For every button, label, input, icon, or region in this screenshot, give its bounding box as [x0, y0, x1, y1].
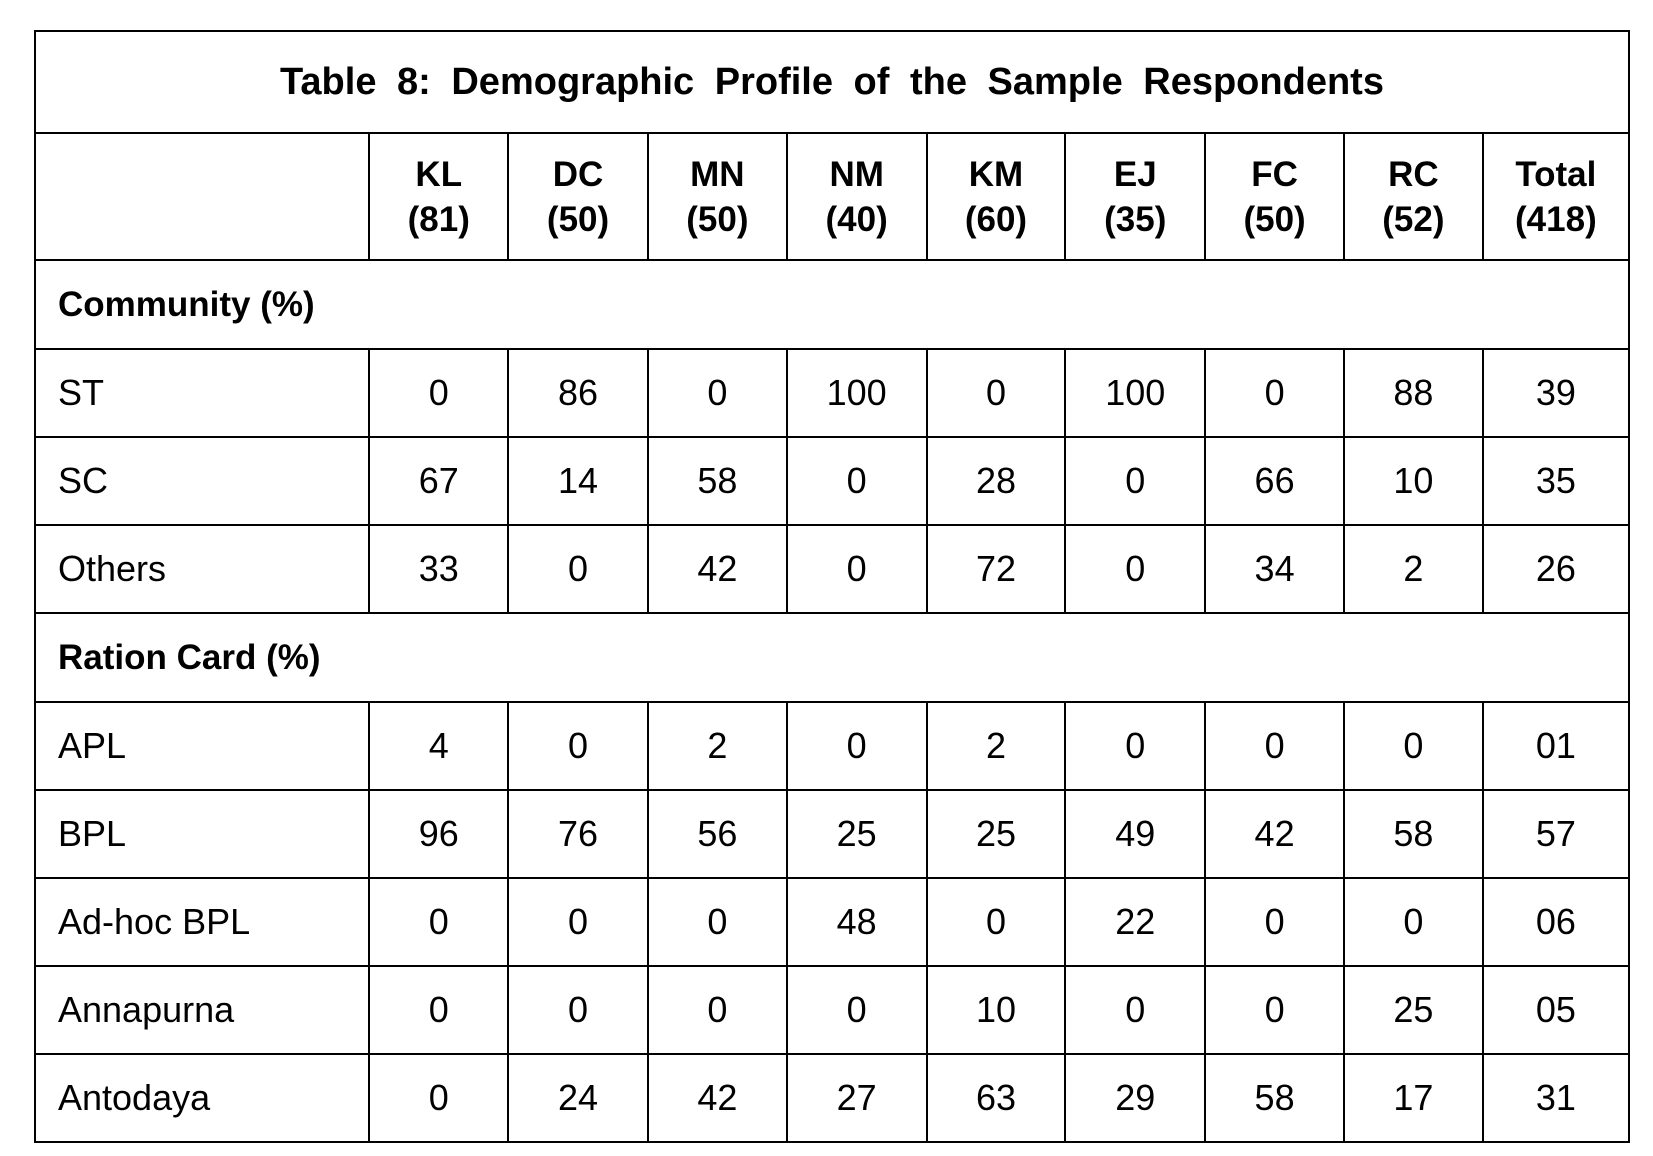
table-cell: 42	[1205, 790, 1344, 878]
table-cell: 0	[508, 702, 648, 790]
column-header-nm	[787, 133, 927, 260]
table-cell: 06	[1483, 878, 1629, 966]
column-header-count: (418)	[1515, 199, 1597, 239]
table-row	[35, 349, 1629, 437]
column-header-row	[35, 133, 1629, 260]
column-header-dc	[508, 133, 648, 260]
table-cell: 0	[787, 437, 927, 525]
table-cell: 100	[1065, 349, 1205, 437]
table-cell: 0	[369, 878, 508, 966]
table-cell: 0	[1344, 878, 1483, 966]
row-label: BPL	[35, 790, 369, 878]
table-cell: 22	[1065, 878, 1205, 966]
table-cell: 0	[648, 966, 787, 1054]
table-cell: 0	[1205, 878, 1344, 966]
table-cell: 35	[1483, 437, 1629, 525]
table-cell: 96	[369, 790, 508, 878]
table-cell: 0	[1205, 349, 1344, 437]
row-label: SC	[35, 437, 369, 525]
table-cell: 63	[927, 1054, 1066, 1142]
table-cell: 2	[927, 702, 1066, 790]
table-cell: 0	[787, 702, 927, 790]
table-cell: 0	[508, 878, 648, 966]
table-cell: 0	[369, 349, 508, 437]
demographic-table	[34, 30, 1630, 1143]
table-cell: 66	[1205, 437, 1344, 525]
table-row	[35, 790, 1629, 878]
table-cell: 56	[648, 790, 787, 878]
table-cell: 31	[1483, 1054, 1629, 1142]
table-cell: 0	[369, 1054, 508, 1142]
table-cell: 0	[1205, 966, 1344, 1054]
table-cell: 58	[648, 437, 787, 525]
column-header-total	[1483, 133, 1629, 260]
table-cell: 57	[1483, 790, 1629, 878]
row-label: ST	[35, 349, 369, 437]
column-header-name: Total	[1515, 154, 1597, 194]
table-cell: 0	[927, 349, 1066, 437]
table-cell: 0	[927, 878, 1066, 966]
column-header-count: (81)	[407, 199, 470, 239]
table-cell: 0	[648, 878, 787, 966]
table-cell: 17	[1344, 1054, 1483, 1142]
table-cell: 88	[1344, 349, 1483, 437]
table-cell: 33	[369, 525, 508, 613]
column-header-name: RC	[1388, 154, 1439, 194]
table-cell: 67	[369, 437, 508, 525]
row-label: APL	[35, 702, 369, 790]
table-row	[35, 525, 1629, 613]
table-cell: 58	[1205, 1054, 1344, 1142]
column-header-ej	[1065, 133, 1205, 260]
column-header-count: (50)	[1243, 199, 1306, 239]
table-cell: 0	[648, 349, 787, 437]
table-cell: 0	[369, 966, 508, 1054]
table-cell: 26	[1483, 525, 1629, 613]
table-cell: 0	[1065, 966, 1205, 1054]
table-cell: 72	[927, 525, 1066, 613]
table-cell: 14	[508, 437, 648, 525]
table-cell: 58	[1344, 790, 1483, 878]
section-heading-row	[35, 260, 1629, 349]
column-header-name: MN	[690, 154, 745, 194]
row-label: Annapurna	[35, 966, 369, 1054]
column-header-km	[927, 133, 1066, 260]
table-cell: 0	[508, 966, 648, 1054]
table-cell: 76	[508, 790, 648, 878]
demographic-table-container	[34, 30, 1630, 1143]
table-row	[35, 878, 1629, 966]
table-row	[35, 437, 1629, 525]
column-header-rc	[1344, 133, 1483, 260]
row-label: Antodaya	[35, 1054, 369, 1142]
column-header-name: KM	[968, 154, 1024, 194]
table-cell: 39	[1483, 349, 1629, 437]
table-cell: 27	[787, 1054, 927, 1142]
table-cell: 10	[927, 966, 1066, 1054]
row-label: Others	[35, 525, 369, 613]
table-cell: 10	[1344, 437, 1483, 525]
table-cell: 49	[1065, 790, 1205, 878]
table-cell: 100	[787, 349, 927, 437]
table-title: Table 8: Demographic Profile of the Sample Respondents	[35, 31, 1629, 133]
table-body	[35, 31, 1629, 1142]
table-cell: 0	[787, 966, 927, 1054]
table-cell: 0	[1065, 525, 1205, 613]
column-header-name: KL	[415, 154, 463, 194]
table-cell: 25	[1344, 966, 1483, 1054]
column-header-count: (60)	[964, 199, 1028, 239]
table-cell: 25	[927, 790, 1066, 878]
column-header-count: (50)	[546, 199, 610, 239]
section-heading-row	[35, 613, 1629, 702]
column-header-count: (50)	[686, 199, 749, 239]
table-cell: 0	[1065, 437, 1205, 525]
row-label: Ad-hoc BPL	[35, 878, 369, 966]
table-cell: 34	[1205, 525, 1344, 613]
table-cell: 0	[1065, 702, 1205, 790]
column-header-mn	[648, 133, 787, 260]
column-header-count: (40)	[825, 199, 888, 239]
table-cell: 25	[787, 790, 927, 878]
column-header-fc	[1205, 133, 1344, 260]
column-header-count: (52)	[1382, 199, 1445, 239]
table-row	[35, 702, 1629, 790]
table-cell: 86	[508, 349, 648, 437]
table-cell: 29	[1065, 1054, 1205, 1142]
column-header-name: NM	[829, 154, 884, 194]
column-header-name: DC	[552, 154, 604, 194]
column-header-name: EJ	[1113, 154, 1157, 194]
table-cell: 0	[787, 525, 927, 613]
table-cell: 01	[1483, 702, 1629, 790]
table-cell: 0	[508, 525, 648, 613]
title-row	[35, 31, 1629, 133]
table-cell: 24	[508, 1054, 648, 1142]
table-cell: 42	[648, 1054, 787, 1142]
column-header-kl	[369, 133, 508, 260]
table-row	[35, 1054, 1629, 1142]
table-cell: 42	[648, 525, 787, 613]
table-cell: 4	[369, 702, 508, 790]
table-cell: 2	[648, 702, 787, 790]
table-cell: 05	[1483, 966, 1629, 1054]
table-row	[35, 966, 1629, 1054]
section-heading: Ration Card (%)	[35, 613, 1629, 702]
table-cell: 0	[1344, 702, 1483, 790]
table-cell: 28	[927, 437, 1066, 525]
table-cell: 48	[787, 878, 927, 966]
table-cell: 0	[1205, 702, 1344, 790]
corner-header-cell	[35, 133, 369, 260]
column-header-count: (35)	[1104, 199, 1167, 239]
column-header-name: FC	[1251, 154, 1298, 194]
section-heading: Community (%)	[35, 260, 1629, 349]
table-cell: 2	[1344, 525, 1483, 613]
